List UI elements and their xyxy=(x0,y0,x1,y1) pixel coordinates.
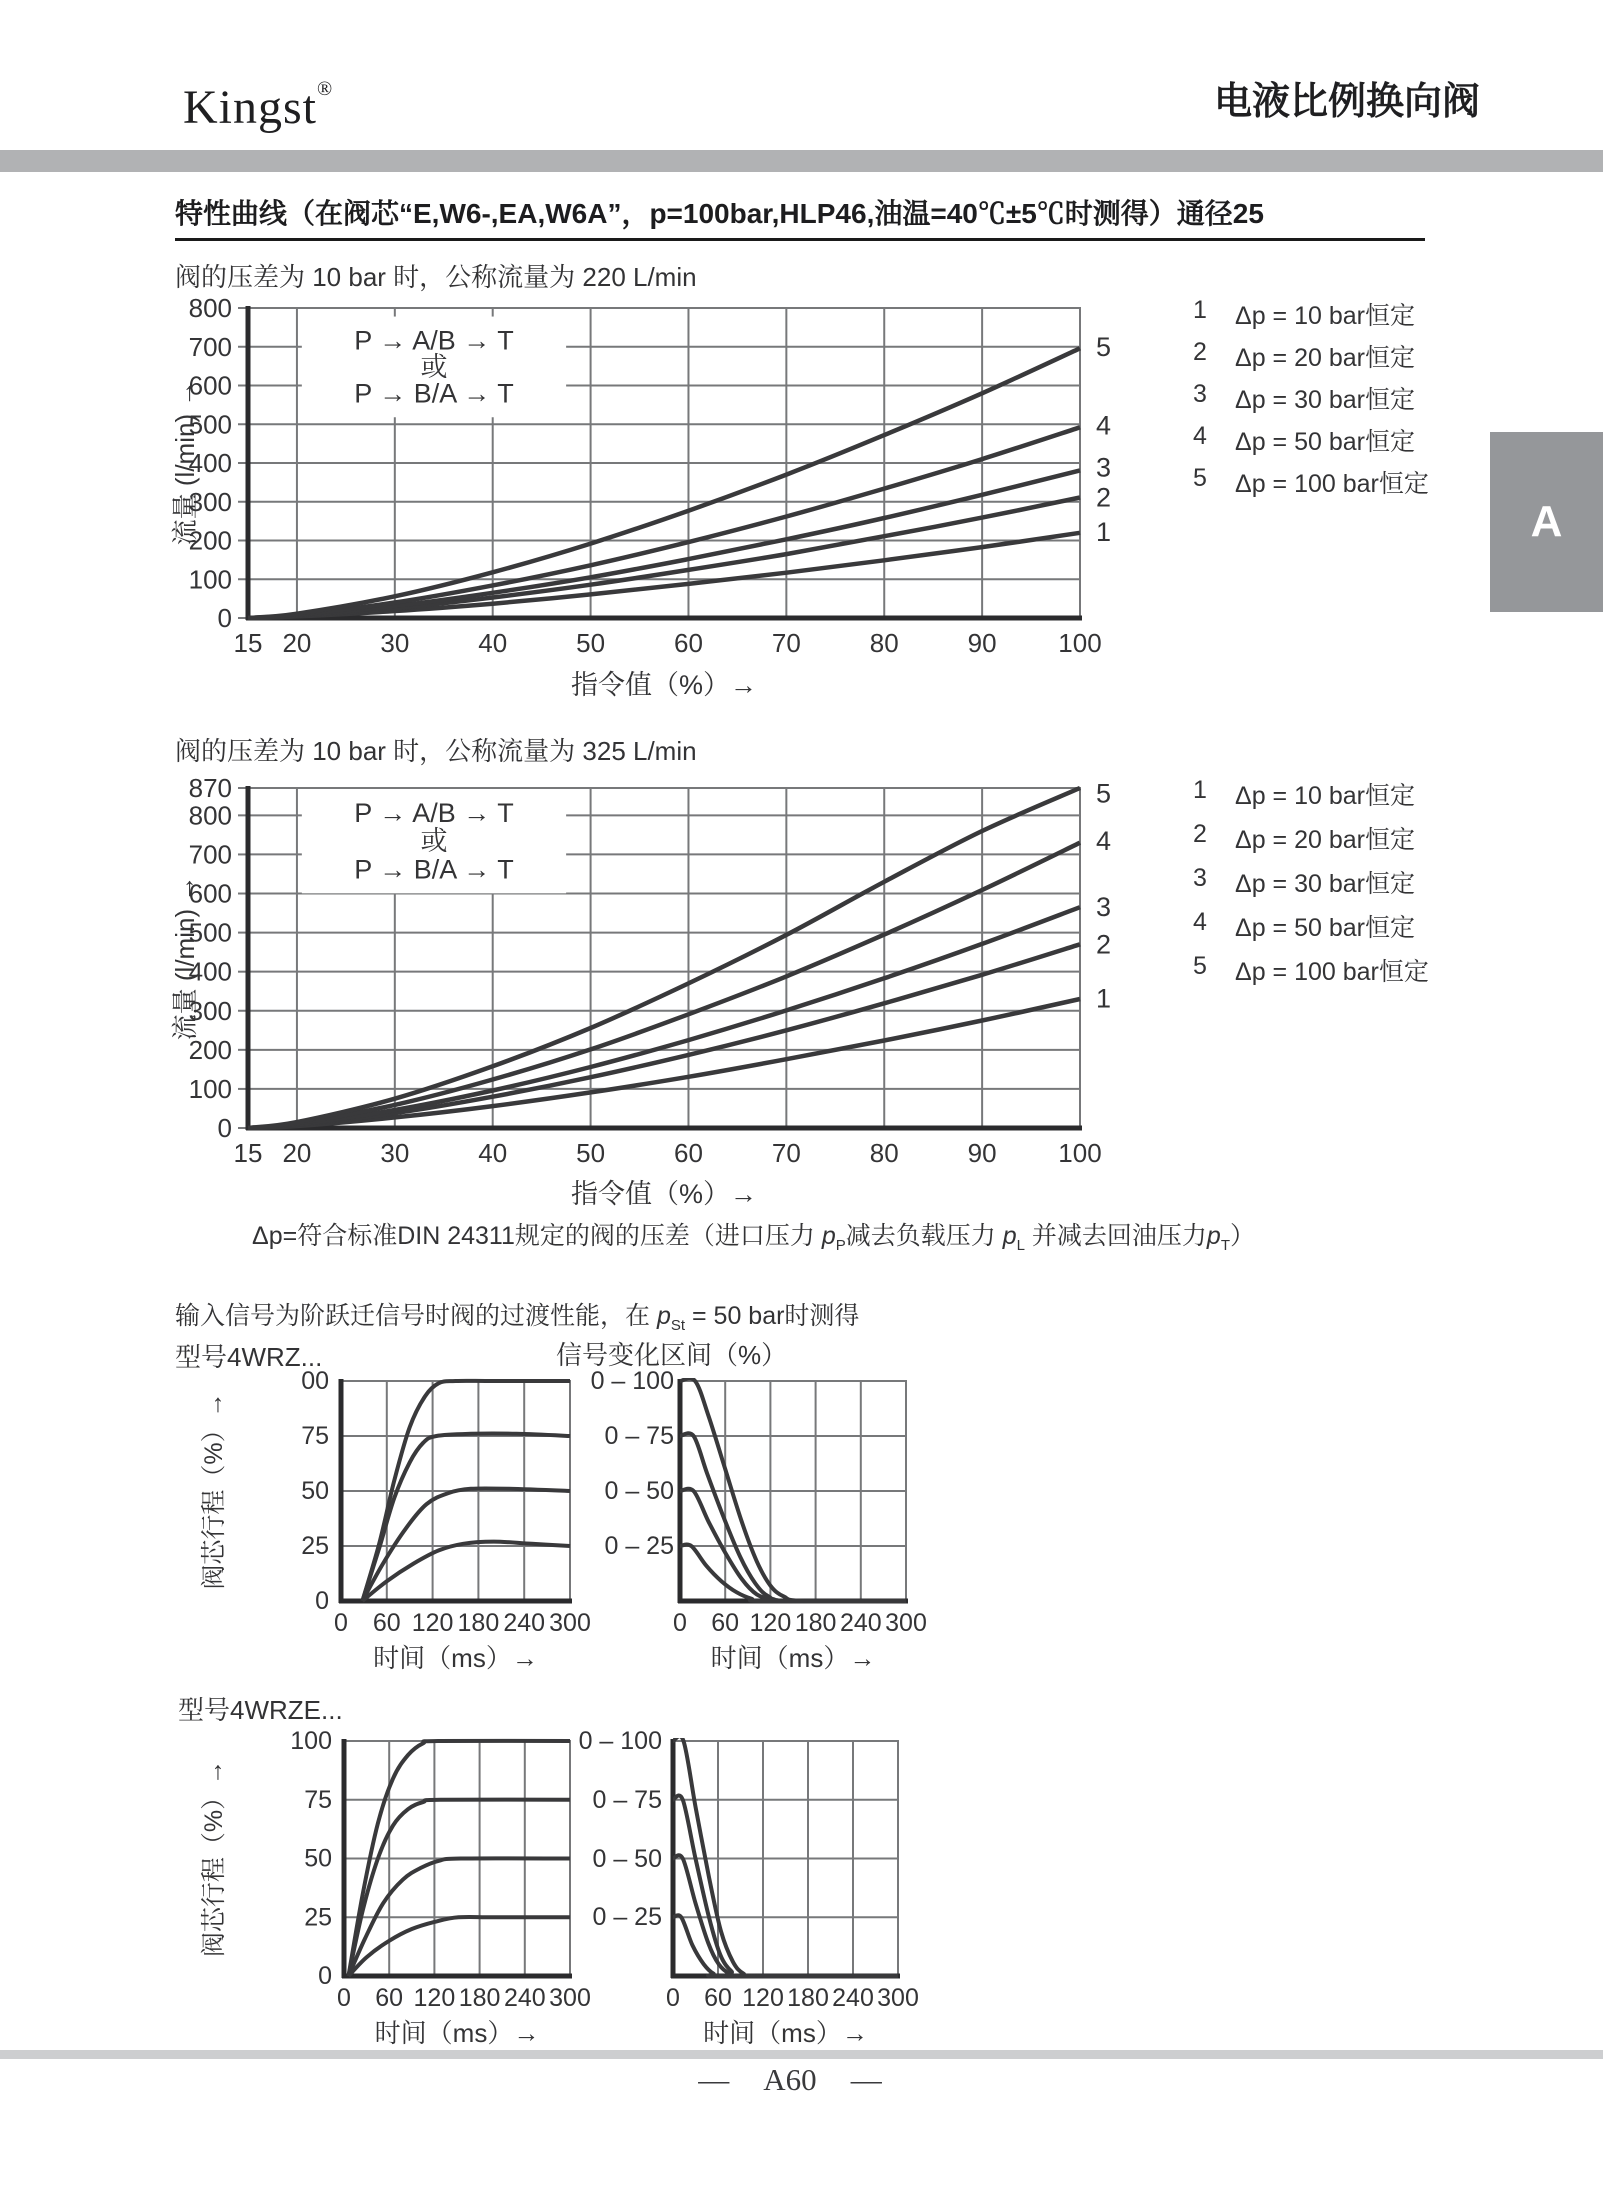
svg-text:180: 180 xyxy=(787,1984,829,2012)
svg-text:流量 (l/min) →: 流量 (l/min) → xyxy=(170,875,200,1041)
svg-text:180: 180 xyxy=(457,1609,500,1637)
svg-text:50: 50 xyxy=(576,1138,606,1168)
svg-text:5: 5 xyxy=(1096,778,1112,809)
svg-text:3: 3 xyxy=(1096,892,1112,923)
svg-text:25: 25 xyxy=(301,1532,329,1560)
svg-text:30: 30 xyxy=(380,1138,410,1168)
signal-range-label: 0 – 75 xyxy=(604,1422,674,1450)
svg-text:300: 300 xyxy=(877,1984,919,2012)
legend-row: 1 Δp = 10 bar恒定 xyxy=(1193,776,1415,810)
svg-text:0: 0 xyxy=(315,1587,329,1615)
svg-text:25: 25 xyxy=(304,1903,332,1932)
svg-text:30: 30 xyxy=(380,628,410,658)
svg-text:300: 300 xyxy=(188,995,232,1026)
chart2-legend xyxy=(1193,776,1483,996)
svg-text:时间（ms）→: 时间（ms）→ xyxy=(710,1643,876,1673)
footer-page-label: A60 xyxy=(763,2062,817,2097)
svg-text:时间（ms）→: 时间（ms）→ xyxy=(374,2018,540,2048)
svg-text:200: 200 xyxy=(188,525,232,556)
svg-text:120: 120 xyxy=(413,1984,456,2012)
step-chart-4wrz-fall xyxy=(655,1355,955,1685)
footer-left-dash: — xyxy=(698,2062,730,2097)
signal-range-label: 0 – 25 xyxy=(592,1903,662,1931)
svg-text:15: 15 xyxy=(233,1138,263,1168)
svg-text:0: 0 xyxy=(666,1984,680,2012)
svg-text:500: 500 xyxy=(188,917,232,948)
svg-text:800: 800 xyxy=(188,800,232,831)
svg-text:40: 40 xyxy=(478,1138,508,1168)
svg-text:流量 (l/min) →: 流量 (l/min) → xyxy=(170,380,200,546)
svg-text:P → B/A → T: P → B/A → T xyxy=(354,378,514,409)
svg-text:或: 或 xyxy=(420,826,448,857)
footer-right-dash: — xyxy=(850,2062,882,2097)
svg-text:100: 100 xyxy=(1058,628,1102,658)
svg-text:4: 4 xyxy=(1096,825,1112,856)
svg-text:时间（ms）→: 时间（ms）→ xyxy=(373,1643,538,1673)
flow-chart-325 xyxy=(170,745,1150,1215)
svg-text:0: 0 xyxy=(217,603,232,633)
svg-text:20: 20 xyxy=(282,628,312,658)
signal-range-label: 0 – 100 xyxy=(590,1367,674,1395)
svg-text:500: 500 xyxy=(188,409,232,440)
svg-text:P → B/A → T: P → B/A → T xyxy=(354,854,514,885)
svg-text:60: 60 xyxy=(674,628,703,658)
legend-row: 1 Δp = 10 bar恒定 xyxy=(1193,296,1415,330)
svg-text:1: 1 xyxy=(1096,983,1112,1014)
svg-text:80: 80 xyxy=(869,628,899,658)
svg-text:60: 60 xyxy=(372,1609,401,1637)
svg-text:400: 400 xyxy=(188,448,232,478)
section-title-rule xyxy=(175,238,1425,241)
svg-text:800: 800 xyxy=(188,293,232,323)
svg-text:100: 100 xyxy=(290,1727,332,1755)
svg-text:300: 300 xyxy=(885,1609,927,1637)
svg-text:240: 240 xyxy=(832,1984,874,2012)
page-title: 电液比例换向阀 xyxy=(1213,81,1480,123)
signal-range-label: 0 – 75 xyxy=(592,1786,662,1814)
svg-text:180: 180 xyxy=(794,1609,837,1637)
svg-text:0: 0 xyxy=(334,1609,348,1637)
svg-text:60: 60 xyxy=(704,1984,732,2012)
svg-text:700: 700 xyxy=(188,839,232,870)
svg-text:75: 75 xyxy=(301,1422,329,1450)
svg-text:600: 600 xyxy=(188,878,232,909)
svg-text:60: 60 xyxy=(674,1138,703,1168)
svg-text:40: 40 xyxy=(478,628,508,658)
svg-text:15: 15 xyxy=(233,628,263,658)
footer-divider-bar xyxy=(0,2050,1603,2059)
svg-text:75: 75 xyxy=(304,1785,332,1814)
section-tab-label: A xyxy=(1530,497,1563,546)
chart2-subtitle: 阀的压差为 10 bar 时，公称流量为 325 L/min xyxy=(175,736,697,766)
signal-range-label: 0 – 100 xyxy=(578,1727,662,1755)
svg-text:0: 0 xyxy=(217,1113,232,1143)
svg-text:0: 0 xyxy=(337,1984,351,2012)
svg-text:0: 0 xyxy=(318,1962,332,1990)
svg-text:400: 400 xyxy=(188,956,232,987)
svg-text:100: 100 xyxy=(188,564,232,595)
svg-text:120: 120 xyxy=(742,1984,784,2012)
svg-text:120: 120 xyxy=(749,1609,792,1637)
legend-row: 4 Δp = 50 bar恒定 xyxy=(1193,908,1415,942)
svg-text:P → A/B → T: P → A/B → T xyxy=(354,798,514,829)
svg-text:3: 3 xyxy=(1096,452,1112,483)
model-label-4wrze: 型号4WRZE... xyxy=(178,1695,343,1725)
svg-text:指令值（%）→: 指令值（%）→ xyxy=(570,1179,758,1209)
section-tab-a xyxy=(1490,432,1603,612)
svg-text:1: 1 xyxy=(1096,516,1112,547)
signal-range-label: 0 – 50 xyxy=(592,1845,662,1873)
svg-text:阀芯行程（%）→: 阀芯行程（%）→ xyxy=(200,1759,228,1958)
svg-text:180: 180 xyxy=(458,1984,501,2012)
svg-text:0: 0 xyxy=(673,1609,687,1637)
header-divider-bar xyxy=(0,150,1603,172)
svg-text:60: 60 xyxy=(375,1984,404,2012)
chart1-subtitle: 阀的压差为 10 bar 时，公称流量为 220 L/min xyxy=(175,262,697,292)
legend-row: 5 Δp = 100 bar恒定 xyxy=(1193,464,1429,498)
svg-text:240: 240 xyxy=(839,1609,882,1637)
legend-row: 3 Δp = 30 bar恒定 xyxy=(1193,864,1415,898)
legend-row: 2 Δp = 20 bar恒定 xyxy=(1193,820,1415,854)
svg-text:或: 或 xyxy=(420,351,448,382)
registered-mark: ® xyxy=(317,78,334,100)
legend-row: 3 Δp = 30 bar恒定 xyxy=(1193,380,1415,414)
svg-text:600: 600 xyxy=(188,370,232,401)
signal-range-header: 信号变化区间（%） xyxy=(556,1340,788,1370)
svg-text:00: 00 xyxy=(301,1367,329,1395)
legend-row: 5 Δp = 100 bar恒定 xyxy=(1193,952,1429,986)
svg-text:P → A/B → T: P → A/B → T xyxy=(354,325,514,356)
svg-text:100: 100 xyxy=(188,1073,232,1104)
svg-text:2: 2 xyxy=(1096,929,1112,960)
svg-text:300: 300 xyxy=(188,486,232,517)
signal-range-label: 0 – 50 xyxy=(604,1477,674,1505)
signal-range-label: 0 – 25 xyxy=(604,1532,674,1560)
svg-text:4: 4 xyxy=(1096,410,1112,441)
svg-text:300: 300 xyxy=(549,1984,591,2012)
svg-text:120: 120 xyxy=(411,1609,454,1637)
svg-text:5: 5 xyxy=(1096,331,1112,362)
model-label-4wrz: 型号4WRZ... xyxy=(175,1342,323,1372)
svg-text:70: 70 xyxy=(771,1138,801,1168)
svg-text:700: 700 xyxy=(188,331,232,362)
svg-text:时间（ms）→: 时间（ms）→ xyxy=(703,2018,868,2048)
svg-text:阀芯行程（%）→: 阀芯行程（%）→ xyxy=(200,1392,228,1590)
step-response-heading: 输入信号为阶跃迁信号时阀的过渡性能，在 $p_{St} = 50$ bar时测得 xyxy=(175,1302,860,1334)
chart1-legend xyxy=(1193,296,1483,506)
svg-text:200: 200 xyxy=(188,1034,232,1065)
svg-text:100: 100 xyxy=(1058,1138,1102,1168)
svg-text:50: 50 xyxy=(301,1477,329,1505)
section-title: 特性曲线（在阀芯“E,W6-,EA,W6A”，p=100bar,HLP46,油温=40℃±5℃时测得）通径25 xyxy=(175,198,1264,229)
legend-row: 2 Δp = 20 bar恒定 xyxy=(1193,338,1415,372)
svg-text:90: 90 xyxy=(967,1138,997,1168)
svg-text:60: 60 xyxy=(711,1609,740,1637)
legend-row: 4 Δp = 50 bar恒定 xyxy=(1193,422,1415,456)
svg-text:50: 50 xyxy=(304,1844,332,1873)
svg-text:70: 70 xyxy=(771,628,801,658)
svg-text:240: 240 xyxy=(503,1984,546,2012)
step-chart-4wrze-fall xyxy=(650,1712,950,2057)
step-chart-4wrze-rise xyxy=(170,1712,620,2057)
brand-logo: Kingst® xyxy=(183,78,334,134)
svg-text:240: 240 xyxy=(503,1609,546,1637)
step-chart-4wrz-rise xyxy=(170,1355,620,1685)
svg-text:20: 20 xyxy=(282,1138,312,1168)
svg-text:870: 870 xyxy=(188,773,232,803)
flow-chart-220 xyxy=(170,270,1150,710)
page-number xyxy=(0,2062,1580,2098)
svg-text:90: 90 xyxy=(967,628,997,658)
svg-text:80: 80 xyxy=(869,1138,899,1168)
svg-text:2: 2 xyxy=(1096,482,1112,513)
svg-text:50: 50 xyxy=(576,628,606,658)
svg-text:300: 300 xyxy=(549,1609,591,1637)
din-pressure-note: Δp=符合标准DIN 24311规定的阀的压差（进口压力 $p_P$减去负载压力 $p_L$ 并减去回油压力$p_T$） xyxy=(252,1222,1255,1254)
svg-text:指令值（%）→: 指令值（%）→ xyxy=(570,670,758,700)
